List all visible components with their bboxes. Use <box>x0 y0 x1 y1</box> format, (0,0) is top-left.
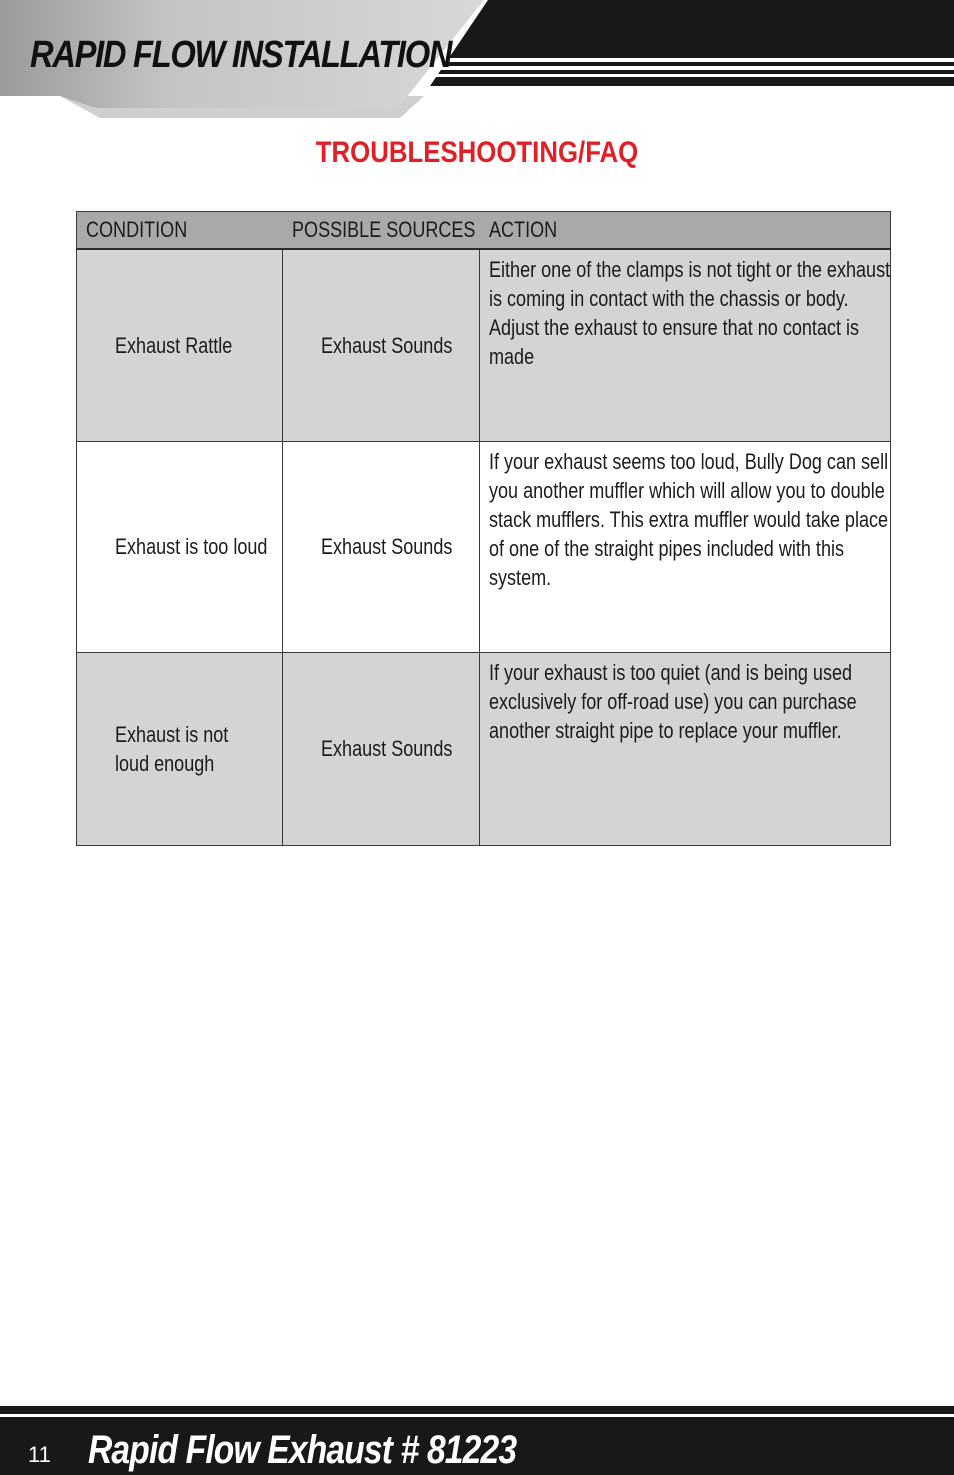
condition-cell: Exhaust is too loud <box>77 441 283 652</box>
column-header-sources: POSSIBLE SOURCES <box>283 212 480 250</box>
source-cell: Exhaust Sounds <box>283 652 480 845</box>
footer-divider <box>0 1414 954 1417</box>
section-title: TROUBLESHOOTING/FAQ <box>315 136 639 169</box>
column-header-condition: CONDITION <box>77 212 283 250</box>
page-number: 11 <box>28 1442 51 1467</box>
action-cell: If your exhaust seems too loud, Bully Dog can sell you another muffler which will allow you to double stack mufflers. This extra muffler would take place of one of the straight pipes included with this system. <box>480 441 891 652</box>
source-cell: Exhaust Sounds <box>283 249 480 441</box>
column-header-action: ACTION <box>480 212 891 250</box>
footer-title: Rapid Flow Exhaust # 81223 <box>88 1428 517 1472</box>
condition-cell: Exhaust Rattle <box>77 249 283 441</box>
header-banner <box>0 0 954 120</box>
condition-cell: Exhaust is not loud enough <box>77 652 283 845</box>
page-header-title: RAPID FLOW INSTALLATION <box>30 34 452 76</box>
source-cell: Exhaust Sounds <box>283 441 480 652</box>
table-header-row <box>77 212 891 250</box>
table-row <box>77 441 891 652</box>
troubleshooting-table <box>76 211 891 846</box>
table-row <box>77 249 891 441</box>
table-row <box>77 652 891 845</box>
action-cell: Either one of the clamps is not tight or the exhaust is coming in contact with the chassis or body. Adjust the exhaust to ensure that no contact is made <box>480 249 891 441</box>
action-cell: If your exhaust is too quiet (and is being used exclusively for off-road use) you can purchase another straight pipe to replace your muffler. <box>480 652 891 845</box>
